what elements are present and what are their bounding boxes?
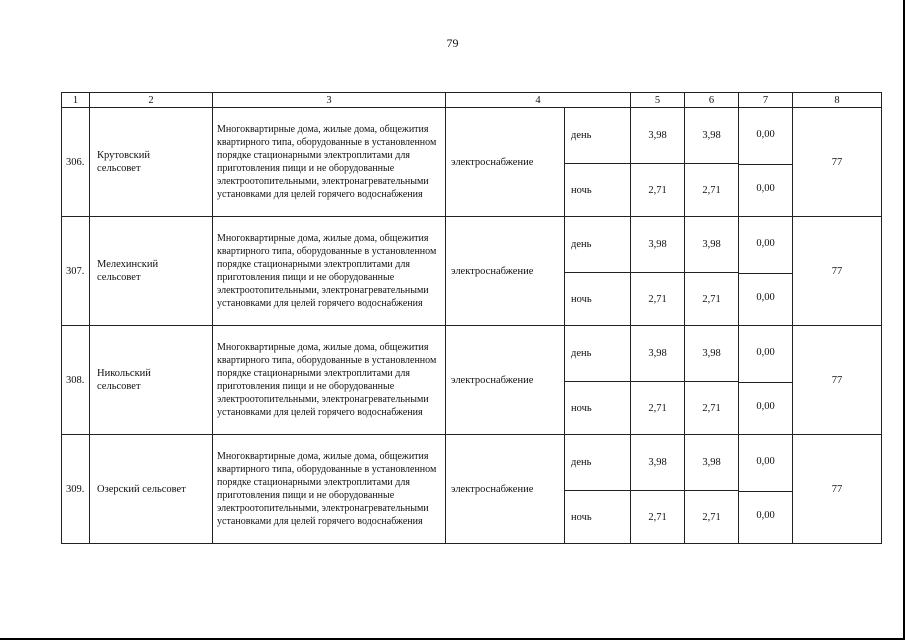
col8-value: 77 (793, 217, 882, 326)
header-cell: 1 (62, 93, 90, 108)
municipality-name (90, 217, 213, 326)
table-row (62, 435, 882, 491)
municipality-name (90, 108, 213, 217)
period-day: день (565, 217, 631, 273)
consumer-category: Многоквартирные дома, жилые дома, общежития квартирного типа, оборудованные в установленном порядке стационарными электроплитами для приготовления пищи и не оборудованные электроотопительными, электронагревательными установками для целей горячего водоснабжения (213, 217, 446, 326)
municipality-name-line2: сельсовет (97, 272, 141, 283)
municipality-name-line2: сельсовет (97, 163, 141, 174)
row-number: 307. (62, 217, 90, 326)
period-night: ночь (565, 164, 631, 217)
row-number: 306. (62, 108, 90, 217)
header-cell: 6 (685, 93, 739, 108)
col6-day: 3,98 (685, 217, 739, 273)
col5-day: 3,98 (631, 108, 685, 164)
header-cell: 4 (446, 93, 631, 108)
municipality-name (90, 435, 213, 544)
table-row (62, 108, 882, 164)
col7-cell (739, 217, 793, 326)
col7-cell (739, 435, 793, 544)
col7-divider (739, 164, 792, 165)
header-cell: 7 (739, 93, 793, 108)
header-cell: 5 (631, 93, 685, 108)
col5-night: 2,71 (631, 491, 685, 544)
col8-value: 77 (793, 435, 882, 544)
col7-divider (739, 273, 792, 274)
municipality-name (90, 326, 213, 435)
col6-night: 2,71 (685, 382, 739, 435)
col5-day: 3,98 (631, 217, 685, 273)
service-type: электроснабжение (446, 108, 565, 217)
col5-day: 3,98 (631, 326, 685, 382)
col6-night: 2,71 (685, 164, 739, 217)
col7-night: 0,00 (756, 401, 775, 412)
col6-night: 2,71 (685, 273, 739, 326)
col6-day: 3,98 (685, 108, 739, 164)
col7-day: 0,00 (756, 129, 775, 140)
consumer-category: Многоквартирные дома, жилые дома, общежития квартирного типа, оборудованные в установленном порядке стационарными электроплитами для приготовления пищи и не оборудованные электроотопительными, электронагревательными установками для целей горячего водоснабжения (213, 435, 446, 544)
period-night: ночь (565, 273, 631, 326)
col8-value: 77 (793, 326, 882, 435)
col7-day: 0,00 (756, 456, 775, 467)
col7-divider (739, 382, 792, 383)
period-day: день (565, 108, 631, 164)
table-row (62, 326, 882, 382)
municipality-name-line1: Крутовский (97, 150, 150, 161)
col7-divider (739, 491, 792, 492)
col7-night: 0,00 (756, 183, 775, 194)
col7-day: 0,00 (756, 238, 775, 249)
col5-day: 3,98 (631, 435, 685, 491)
municipality-name-line1: Озерский сельсовет (97, 483, 186, 495)
col7-day: 0,00 (756, 347, 775, 358)
col7-night: 0,00 (756, 292, 775, 303)
row-number: 308. (62, 326, 90, 435)
consumer-category: Многоквартирные дома, жилые дома, общежития квартирного типа, оборудованные в установленном порядке стационарными электроплитами для приготовления пищи и не оборудованные электроотопительными, электронагревательными установками для целей горячего водоснабжения (213, 108, 446, 217)
col5-night: 2,71 (631, 273, 685, 326)
col6-day: 3,98 (685, 326, 739, 382)
tariff-table (61, 92, 882, 544)
col5-night: 2,71 (631, 382, 685, 435)
municipality-name-line1: Никольский (97, 368, 151, 379)
col8-value: 77 (793, 108, 882, 217)
header-cell: 8 (793, 93, 882, 108)
service-type: электроснабжение (446, 435, 565, 544)
municipality-name-line2: сельсовет (97, 381, 141, 392)
col7-cell (739, 326, 793, 435)
municipality-name-line1: Мелехинский (97, 259, 159, 270)
row-number: 309. (62, 435, 90, 544)
table-header-row (62, 93, 882, 108)
header-cell: 3 (213, 93, 446, 108)
service-type: электроснабжение (446, 217, 565, 326)
table-row (62, 217, 882, 273)
period-day: день (565, 326, 631, 382)
service-type: электроснабжение (446, 326, 565, 435)
col7-night: 0,00 (756, 510, 775, 521)
col6-day: 3,98 (685, 435, 739, 491)
period-night: ночь (565, 382, 631, 435)
consumer-category: Многоквартирные дома, жилые дома, общежития квартирного типа, оборудованные в установленном порядке стационарными электроплитами для приготовления пищи и не оборудованные электроотопительными, электронагревательными установками для целей горячего водоснабжения (213, 326, 446, 435)
col6-night: 2,71 (685, 491, 739, 544)
page-number: 79 (446, 36, 459, 50)
period-day: день (565, 435, 631, 491)
col5-night: 2,71 (631, 164, 685, 217)
header-cell: 2 (90, 93, 213, 108)
period-night: ночь (565, 491, 631, 544)
col7-cell (739, 108, 793, 217)
